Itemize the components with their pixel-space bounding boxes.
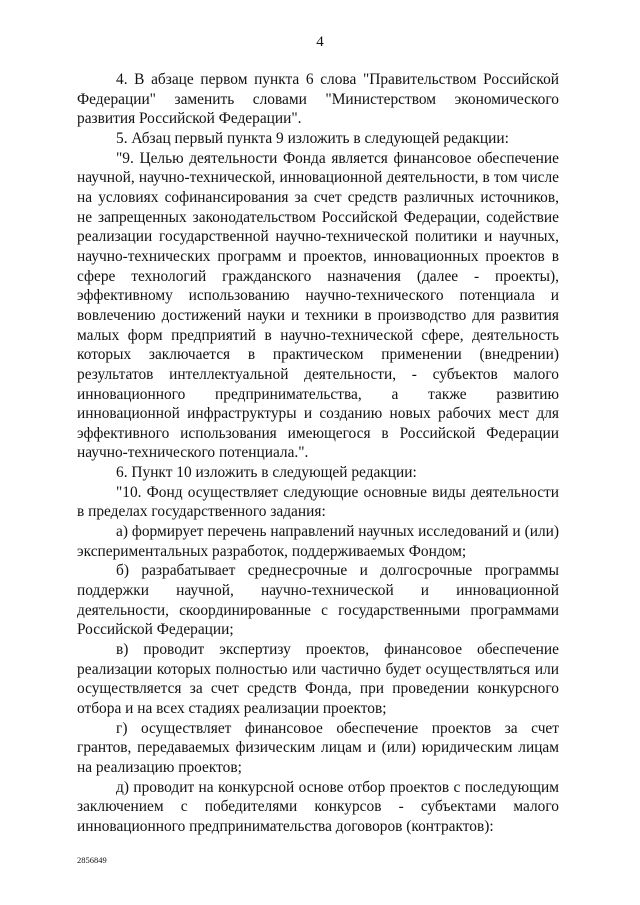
paragraph-subitem-g: г) осуществляет финансовое обеспечение проектов за счет грантов, передаваемых физическим лицам и (или) юридическим лицам на реализацию проектов;	[77, 719, 559, 776]
paragraph-item-5: 5. Абзац первый пункта 9 изложить в следующей редакции:	[116, 129, 509, 147]
paragraph-clause-9: "9. Целью деятельности Фонда является финансовое обеспечение научной, научно-технической, инновационной деятельности, в том числе на условиях софинансирования за счет средств различных источников, не запрещенных законодательством Российской Федерации, содействие реализации государственной научно-технической политики и научных, научно-технических программ и проектов, инновационных проектов в сфере технологий гражданского назначения (далее - проекты), эффективному использованию научно-технического потенциала и вовлечению достижений науки и техники в производство для развития малых форм предприятий в научно-технической сфере, деятельность которых заключается в практическом применении (внедрении) результатов интеллектуальной деятельности, - субъектов малого инновационного предпринимательства, а также развитию инновационной инфраструктуры и созданию новых рабочих мест для эффективного использования имеющегося в Российской Федерации научно-технического потенциала.".	[77, 149, 559, 462]
paragraph-subitem-d: д) проводит на конкурсной основе отбор проектов с последующим заключением с победителями конкурсов - субъектами малого инновационного предпринимательства договоров (контрактов):	[77, 778, 559, 835]
paragraph-item-4: 4. В абзаце первом пункта 6 слова "Правительством Российской Федерации" заменить словами "Министерством экономического развития Российской Федерации".	[77, 71, 559, 128]
paragraph-subitem-b: б) разрабатывает среднесрочные и долгосрочные программы поддержки научной, научно-технической и инновационной деятельности, скоординированные с государственными программами Российской Федерации;	[77, 562, 559, 639]
paragraph-clause-10: "10. Фонд осуществляет следующие основные виды деятельности в пределах государственного задания:	[77, 483, 559, 521]
paragraph-subitem-a: а) формирует перечень направлений научных исследований и (или) экспериментальных разработок, поддерживаемых Фондом;	[77, 523, 559, 560]
document-id: 2856849	[77, 855, 107, 865]
paragraph-subitem-v: в) проводит экспертизу проектов, финансовое обеспечение реализации которых полностью или частично будет осуществляться или осуществляется за счет средств Фонда, при проведении конкурсного отбора и на всех стадиях реализации проектов;	[77, 641, 559, 717]
document-body	[77, 70, 559, 837]
page-number: 4	[316, 34, 324, 50]
paragraph-item-6: 6. Пункт 10 изложить в следующей редакции:	[116, 464, 417, 482]
